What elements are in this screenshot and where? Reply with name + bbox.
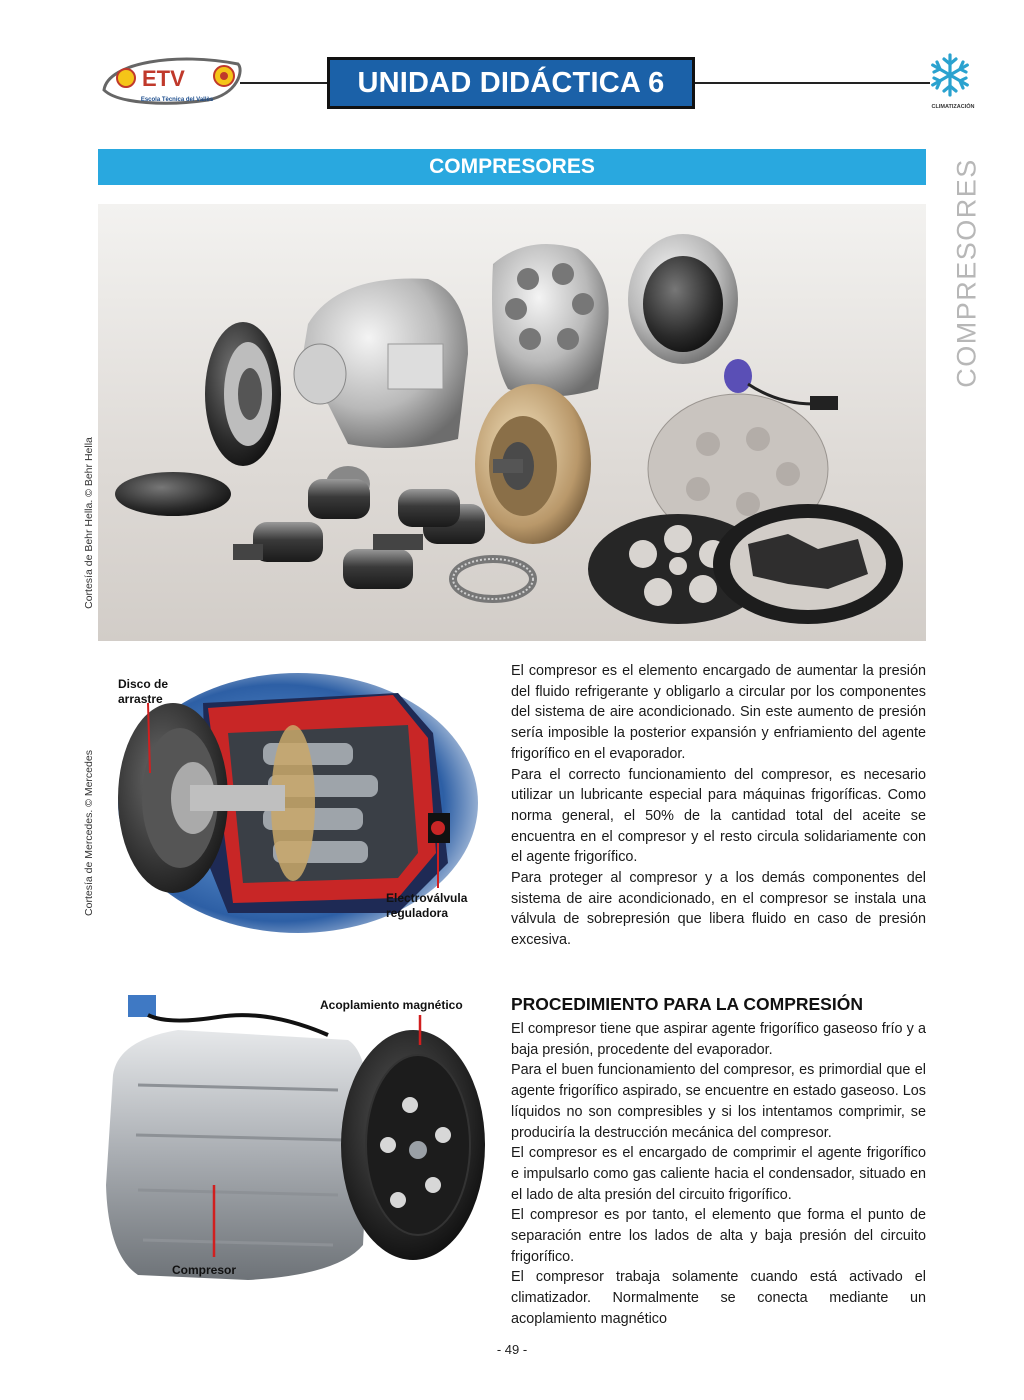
label-coupling: Acoplamiento magnético [320,998,463,1012]
section2-paragraph-5: El compresor trabaja solamente cuando está activado el climatizador. Normalmente se conecta mediante un acoplamiento magnético [511,1269,926,1327]
logo-subtitle: Escola Tècnica del Vallès [140,97,214,103]
intro-paragraph-1: El compresor es el elemento encargado de aumentar la presión del fluido refrigerante y obligarlo a circular por los componentes del sistema de aire acondicionado. Sin este aumento de presión sería imposible la posterior expansión y enfriamiento del agente frigorífico en el evaporador. [511,663,926,762]
page-number: - 49 - [496,1342,528,1357]
section2-paragraph-1: El compresor tiene que aspirar agente frigorífico gaseoso frío y a baja presión, procedente del evaporador. [511,1021,926,1058]
photo2-credit [78,735,100,930]
intro-text [511,661,926,951]
section2-heading: PROCEDIMIENTO PARA LA COMPRESIÓN [511,994,863,1014]
photo1-credit [78,420,100,625]
compressor-clutch-photo [98,995,486,1295]
label-valve [386,891,467,921]
photo2-credit-text: Cortesía de Mercedes. © Mercedes [83,749,95,916]
label-disc-line1: Disco de [118,677,169,691]
compressor-cutaway-photo [98,663,486,948]
unit-title: UNIDAD DIDÁCTICA 6 [327,57,695,109]
side-title-text: COMPRESORES [951,158,982,388]
label-valve-line2: reguladora [386,906,449,920]
section2-paragraph-3: El compresor es el encargado de comprimir el agente frigorífico e impulsarlo como gas caliente hacia el condensador, situado en el lado de alta presión del circuito frigorífico. [511,1145,926,1203]
section-title: COMPRESORES [98,149,926,185]
section2-text [511,1019,926,1330]
climate-label: CLIMATIZACIÓN [931,104,975,110]
label-disc-line2: arrastre [118,692,163,706]
photo1-credit-text: Cortesía de Behr Hella. © Behr Hella [83,436,95,609]
intro-paragraph-3: Para proteger al compresor y a los demás componentes del sistema de aire acondicionado, en el compresor se instala una válvula de sobrepresión que libera fluido en caso de presión excesiva. [511,870,926,949]
section2-paragraph-4: El compresor es por tanto, el elemento que forma el punto de separación entre los lados de alta y baja presión del circuito frigorífico. [511,1207,926,1265]
logo-text: ETV [142,66,185,91]
compressor-parts-photo [98,204,926,641]
intro-paragraph-2: Para el correcto funcionamiento del compresor, es necesario utilizar un lubricante especial para máquinas frigoríficas. Como norma general, el 50% de la cantidad total del aceite se encuentra en el compresor y el resto circula solidariamente con el agente frigorífico. [511,766,926,866]
label-compressor: Compresor [172,1263,237,1277]
section2-paragraph-2: Para el buen funcionamiento del compresor, es primordial que el agente frigorífico aspirado, se encuentre en estado gaseoso. Los líquidos no son compresibles y si los intentamos comprimir, se produciría la destrucción mecánica del compresor. [511,1062,926,1141]
label-disc [118,677,168,707]
snowflake-icon [927,52,973,98]
label-valve-line1: Electroválvula [386,891,468,905]
side-title [952,148,982,398]
